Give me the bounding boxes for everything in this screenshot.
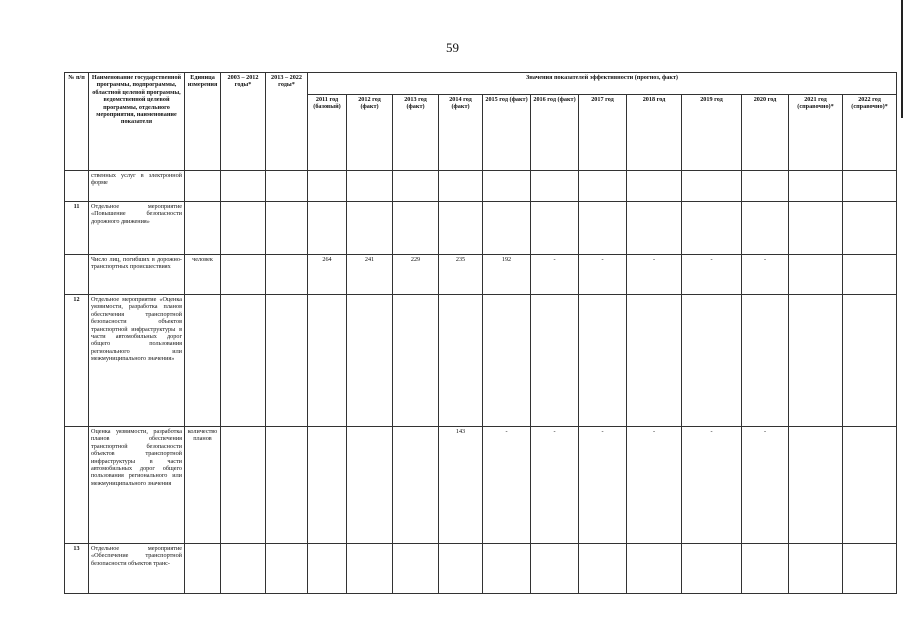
header-year: 2019 год bbox=[682, 95, 742, 171]
row-value bbox=[579, 171, 627, 202]
row-unit: количество планов bbox=[185, 427, 221, 544]
row-value bbox=[347, 544, 393, 594]
row-value bbox=[742, 171, 789, 202]
row-value bbox=[682, 544, 742, 594]
header-group: Значения показателей эффективности (прогноз, факт) bbox=[308, 73, 897, 95]
row-value bbox=[579, 544, 627, 594]
row-value bbox=[789, 202, 843, 255]
row-value bbox=[742, 202, 789, 255]
row-value bbox=[531, 295, 579, 427]
header-year: 2018 год bbox=[627, 95, 682, 171]
row-value bbox=[439, 544, 483, 594]
row-value: - bbox=[627, 427, 682, 544]
row-value bbox=[531, 171, 579, 202]
row-period-2 bbox=[266, 202, 308, 255]
row-value bbox=[843, 202, 897, 255]
header-year: 2012 год (факт) bbox=[347, 95, 393, 171]
header-num: № п/п bbox=[65, 73, 89, 171]
table-row bbox=[65, 202, 897, 255]
row-value bbox=[393, 544, 439, 594]
row-name: Число лиц, погибших в дорожно-транспортных происшествиях bbox=[89, 255, 185, 295]
row-value bbox=[439, 295, 483, 427]
row-value bbox=[843, 295, 897, 427]
row-num bbox=[65, 427, 89, 544]
row-value bbox=[742, 295, 789, 427]
table-row bbox=[65, 427, 897, 544]
table-row bbox=[65, 171, 897, 202]
row-period-1 bbox=[221, 295, 266, 427]
header-year: 2011 год (базовый) bbox=[308, 95, 347, 171]
row-value: - bbox=[483, 427, 531, 544]
row-period-2 bbox=[266, 255, 308, 295]
row-value: 241 bbox=[347, 255, 393, 295]
row-value bbox=[347, 427, 393, 544]
header-year: 2017 год bbox=[579, 95, 627, 171]
row-value: 192 bbox=[483, 255, 531, 295]
row-unit bbox=[185, 544, 221, 594]
row-value bbox=[843, 427, 897, 544]
row-value bbox=[308, 544, 347, 594]
row-value bbox=[682, 202, 742, 255]
row-period-2 bbox=[266, 171, 308, 202]
row-value bbox=[531, 544, 579, 594]
header-year: 2013 год (факт) bbox=[393, 95, 439, 171]
row-value: - bbox=[627, 255, 682, 295]
row-period-2 bbox=[266, 427, 308, 544]
row-value: - bbox=[682, 427, 742, 544]
row-value bbox=[347, 295, 393, 427]
row-value bbox=[393, 202, 439, 255]
row-num: 13 bbox=[65, 544, 89, 594]
row-value bbox=[439, 171, 483, 202]
row-value bbox=[579, 295, 627, 427]
header-year: 2015 год (факт) bbox=[483, 95, 531, 171]
row-num: 12 bbox=[65, 295, 89, 427]
header-row-top bbox=[65, 73, 897, 95]
indicators-table bbox=[64, 72, 897, 594]
row-name: Отдельное мероприятие «Оценка уязвимости, разработка планов обеспечения транспортной безопасности объектов транспортной инфраструктуры в части автомобильных дорог общего пользования регионального или межмуниципального значения» bbox=[89, 295, 185, 427]
row-value: - bbox=[742, 255, 789, 295]
row-value bbox=[308, 427, 347, 544]
row-value bbox=[531, 202, 579, 255]
row-value bbox=[843, 544, 897, 594]
row-value bbox=[742, 544, 789, 594]
header-year: 2021 год (справочно)* bbox=[789, 95, 843, 171]
row-num bbox=[65, 255, 89, 295]
header-year: 2022 год (справочно)* bbox=[843, 95, 897, 171]
row-value bbox=[483, 202, 531, 255]
row-unit bbox=[185, 202, 221, 255]
table-row bbox=[65, 255, 897, 295]
row-unit bbox=[185, 171, 221, 202]
header-period-1: 2003 – 2012 годы* bbox=[221, 73, 266, 171]
row-value bbox=[347, 171, 393, 202]
row-value bbox=[843, 255, 897, 295]
row-value bbox=[483, 544, 531, 594]
header-unit: Единица измерения bbox=[185, 73, 221, 171]
row-value bbox=[627, 295, 682, 427]
row-value bbox=[627, 202, 682, 255]
header-name: Наименование государственной программы, подпрограммы, областной целевой программы, ведомственной целевой программы, отдельного мероприятия, наименование показателя bbox=[89, 73, 185, 171]
row-unit bbox=[185, 295, 221, 427]
row-value bbox=[439, 202, 483, 255]
row-value: - bbox=[531, 427, 579, 544]
row-period-1 bbox=[221, 427, 266, 544]
row-value: - bbox=[579, 427, 627, 544]
row-value bbox=[789, 171, 843, 202]
row-value bbox=[393, 171, 439, 202]
row-name: Отдельное мероприятие «Повышение безопасности дорожного движения» bbox=[89, 202, 185, 255]
row-value bbox=[483, 171, 531, 202]
row-period-1 bbox=[221, 255, 266, 295]
row-value bbox=[789, 255, 843, 295]
row-value: 235 bbox=[439, 255, 483, 295]
row-value: - bbox=[531, 255, 579, 295]
row-value: - bbox=[682, 255, 742, 295]
row-value bbox=[682, 171, 742, 202]
row-value bbox=[789, 295, 843, 427]
row-value bbox=[627, 171, 682, 202]
row-value bbox=[308, 202, 347, 255]
row-period-2 bbox=[266, 295, 308, 427]
row-num: 11 bbox=[65, 202, 89, 255]
row-period-1 bbox=[221, 171, 266, 202]
row-name: Оценка уязвимости, разработка планов обеспечения транспортной безопасности объектов транспортной инфраструктуры в части автомобильных дорог общего пользования регионального или межмуниципального значения bbox=[89, 427, 185, 544]
row-period-1 bbox=[221, 544, 266, 594]
row-value bbox=[308, 171, 347, 202]
row-value: 229 bbox=[393, 255, 439, 295]
row-value bbox=[789, 544, 843, 594]
row-period-2 bbox=[266, 544, 308, 594]
row-period-1 bbox=[221, 202, 266, 255]
row-name: Отдельное мероприятие «Обеспечение транспортной безопасности объектов транс- bbox=[89, 544, 185, 594]
row-value bbox=[843, 171, 897, 202]
header-year: 2016 год (факт) bbox=[531, 95, 579, 171]
row-value bbox=[347, 202, 393, 255]
header-period-2: 2013 – 2022 годы* bbox=[266, 73, 308, 171]
row-value: 264 bbox=[308, 255, 347, 295]
row-value bbox=[308, 295, 347, 427]
row-value bbox=[483, 295, 531, 427]
row-value bbox=[579, 202, 627, 255]
table-row bbox=[65, 544, 897, 594]
row-value bbox=[682, 295, 742, 427]
row-value: - bbox=[742, 427, 789, 544]
table-row bbox=[65, 295, 897, 427]
header-year: 2020 год bbox=[742, 95, 789, 171]
page-number: 59 bbox=[446, 40, 459, 55]
row-unit: человек bbox=[185, 255, 221, 295]
page-edge-line bbox=[901, 0, 903, 118]
row-num bbox=[65, 171, 89, 202]
row-value bbox=[393, 427, 439, 544]
row-name: ственных услуг в электронной форме bbox=[89, 171, 185, 202]
row-value bbox=[393, 295, 439, 427]
row-value bbox=[627, 544, 682, 594]
row-value: - bbox=[579, 255, 627, 295]
row-value bbox=[789, 427, 843, 544]
row-value: 143 bbox=[439, 427, 483, 544]
header-year: 2014 год (факт) bbox=[439, 95, 483, 171]
